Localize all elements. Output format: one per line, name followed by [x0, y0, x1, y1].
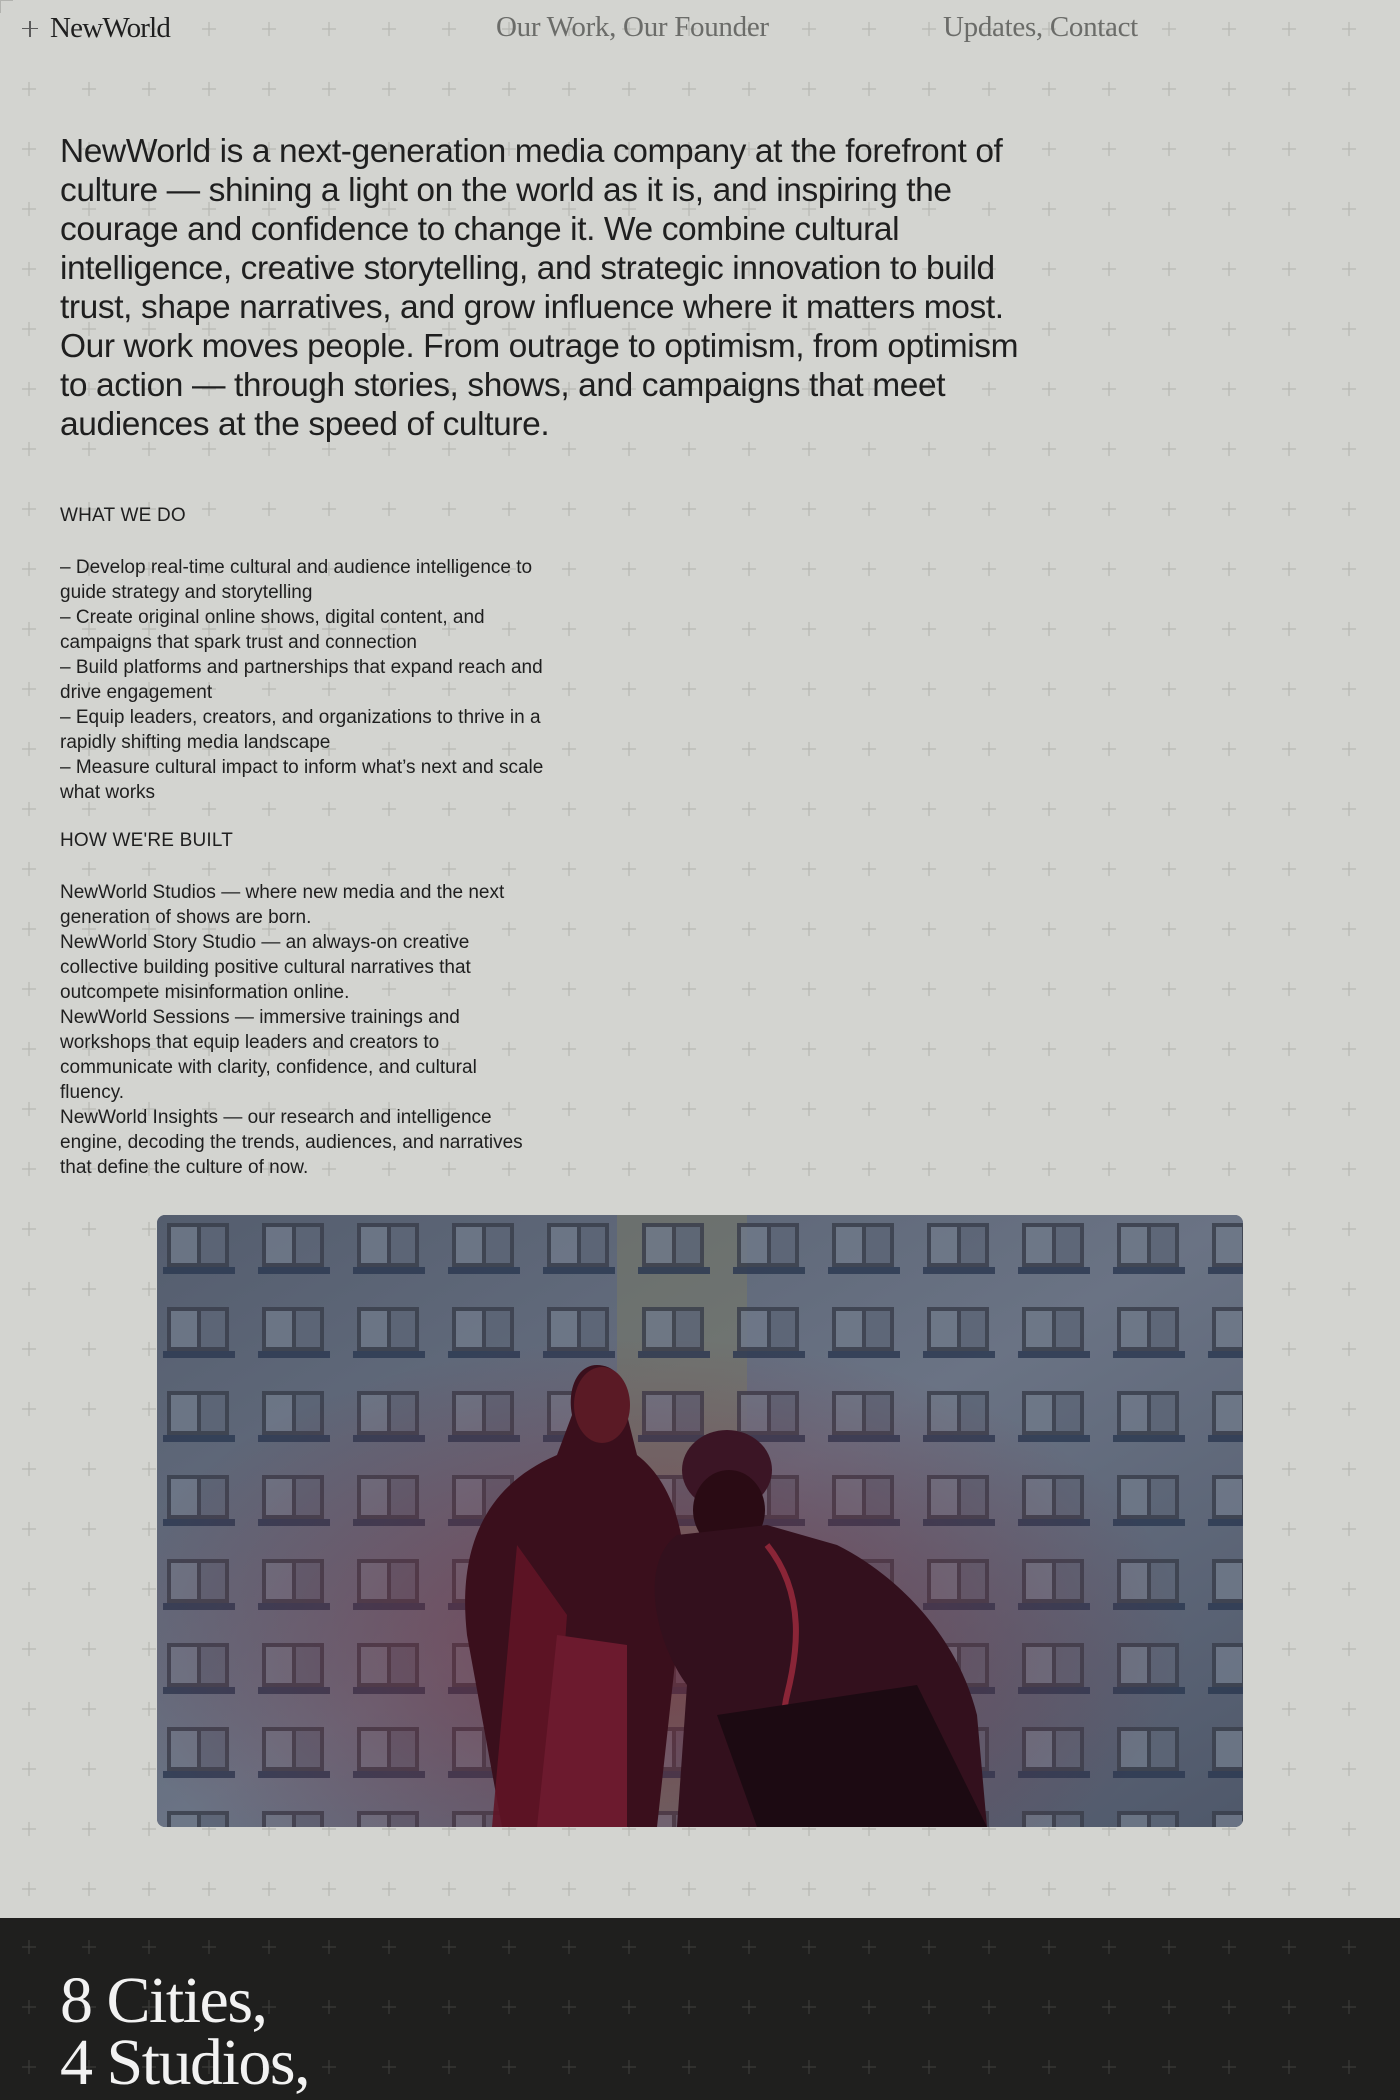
nav-link-updates[interactable]: Updates, — [943, 11, 1043, 43]
how-we-are-built-list — [60, 880, 540, 1180]
site-header — [0, 0, 1400, 60]
list-item: NewWorld Story Studio — an always-on creative collective building positive cultural narratives that outcompete misinformation online. — [60, 932, 471, 1003]
what-we-do-heading: WHAT WE DO — [60, 505, 186, 526]
hero-photo — [157, 1215, 1243, 1827]
nav-link-our-founder[interactable]: Our Founder — [623, 11, 769, 43]
logo-link[interactable] — [22, 12, 170, 45]
what-we-do-list — [60, 555, 550, 805]
how-we-are-built-heading: HOW WE'RE BUILT — [60, 830, 234, 851]
list-item: NewWorld Sessions — immersive trainings and workshops that equip leaders and creators to communicate with clarity, confidence, and cultural fluency. — [60, 1007, 477, 1103]
list-item: – Create original online shows, digital content, and campaigns that spark trust and connection — [60, 607, 485, 653]
list-item: – Develop real-time cultural and audience intelligence to guide strategy and storytelling — [60, 557, 533, 603]
stats-heading — [60, 1964, 310, 2099]
photo-illustration — [157, 1215, 1243, 1827]
nav-primary — [496, 11, 769, 44]
list-item: – Measure cultural impact to inform what’s next and scale what works — [60, 757, 544, 803]
nav-secondary — [943, 11, 1138, 44]
stat-studios: 4 Studios, — [60, 2026, 310, 2099]
list-item: – Build platforms and partnerships that expand reach and drive engagement — [60, 657, 543, 703]
list-item: NewWorld Insights — our research and intelligence engine, decoding the trends, audiences, and narratives that define the culture of now. — [60, 1107, 523, 1178]
nav-link-our-work[interactable]: Our Work, — [496, 11, 617, 43]
intro-paragraph: NewWorld is a next-generation media company at the forefront of culture — shining a light on the world as it is, and inspiring the courage and confidence to change it. We combine cultural intelligence, creative storytelling, and strategic innovation to build trust, shape narratives, and grow influence where it matters most. Our work moves people. From outrage to optimism, from optimism to action — through stories, shows, and campaigns that meet audiences at the speed of culture. — [60, 133, 1019, 443]
nav-link-contact[interactable]: Contact — [1049, 11, 1138, 43]
list-item: – Equip leaders, creators, and organizations to thrive in a rapidly shifting media landscape — [60, 707, 541, 753]
logo: NewWorld — [50, 12, 171, 44]
stat-cities: 8 Cities, — [60, 1964, 267, 2037]
list-item: NewWorld Studios — where new media and the next generation of shows are born. — [60, 882, 505, 928]
plus-icon — [22, 21, 38, 37]
